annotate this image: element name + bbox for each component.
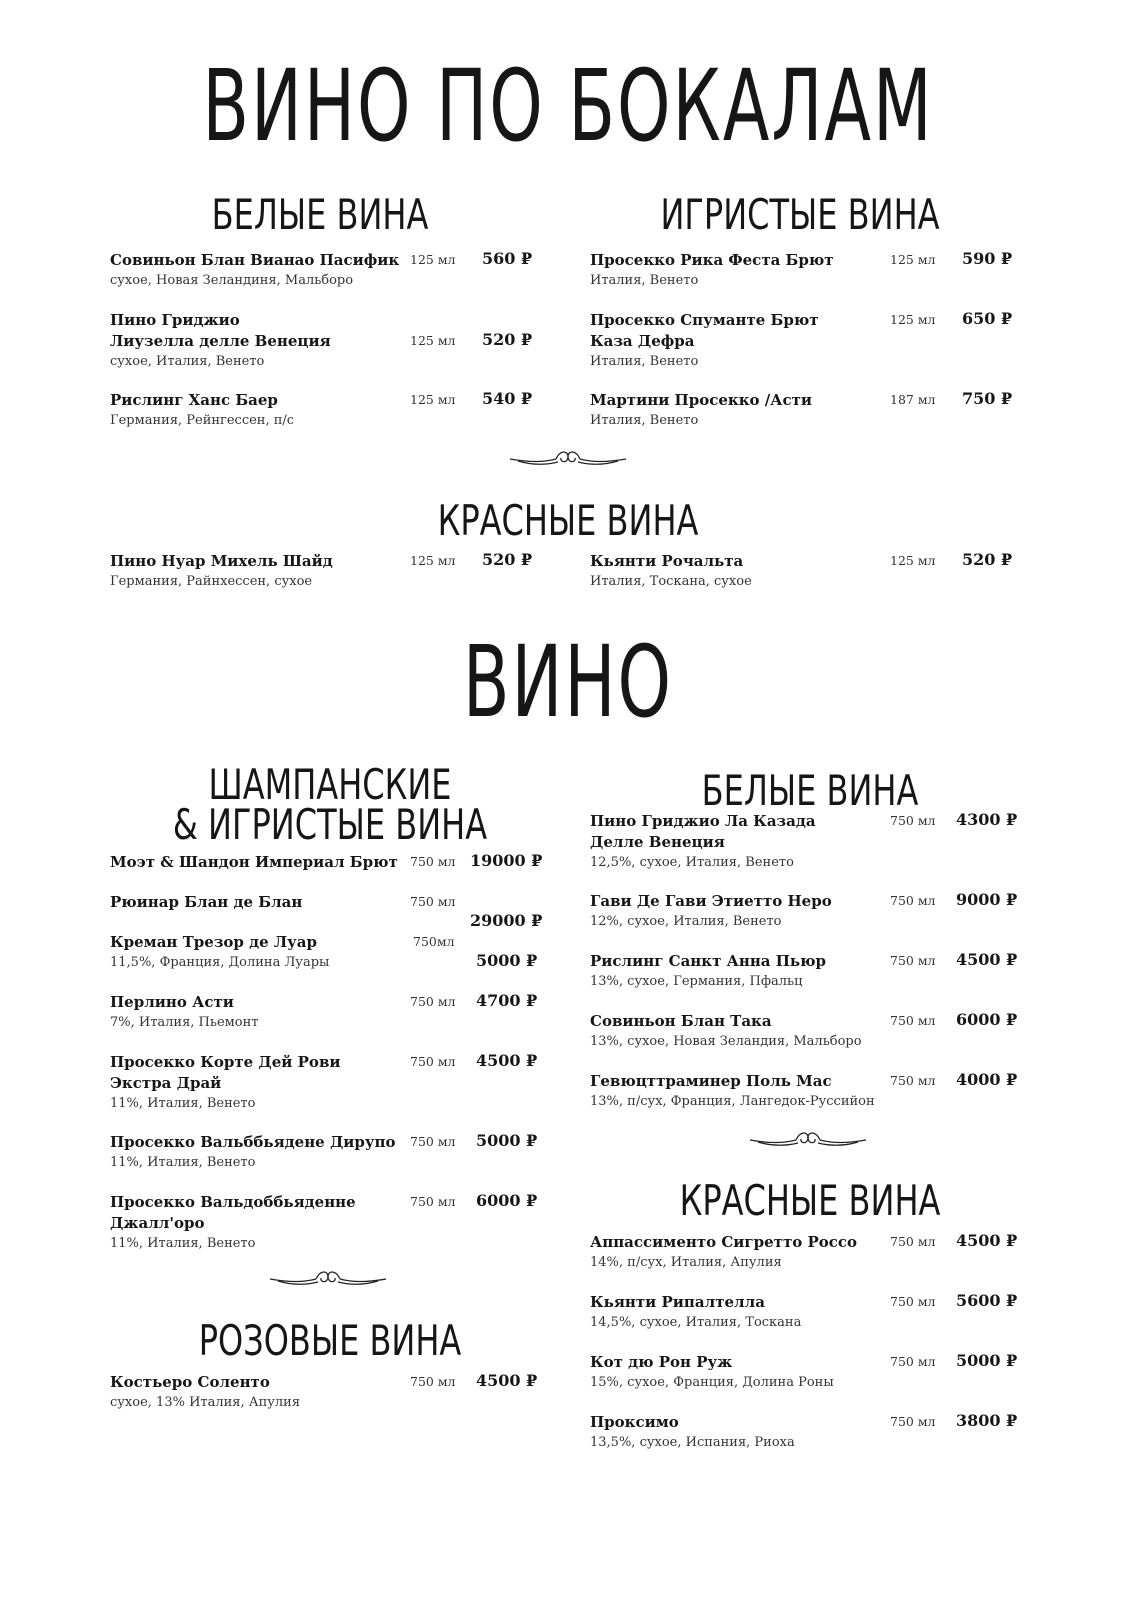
item-desc: 7%, Италия, Пьемонт [110, 1015, 259, 1030]
item-volume: 750 мл [890, 1013, 936, 1028]
flourish-ornament-icon [268, 1266, 388, 1292]
item-price: 4300 ₽ [956, 810, 1018, 829]
item-name: Просекко Спуманте Брют [590, 311, 819, 329]
item-desc: 11%, Италия, Венето [110, 1236, 256, 1251]
item-desc: 11%, Италия, Венето [110, 1155, 256, 1170]
item-volume: 750 мл [890, 1234, 936, 1249]
heading-bottle-champagne-line1: ШАМПАНСКИЕ [208, 760, 452, 810]
menu-item [590, 390, 1020, 431]
item-price: 560 ₽ [482, 249, 533, 268]
item-volume: 125 мл [890, 252, 936, 267]
heading-glass-sparkling: ИГРИСТЫЕ ВИНА [660, 190, 940, 240]
item-price: 520 ₽ [482, 330, 533, 349]
heading-glass-white: БЕЛЫЕ ВИНА [211, 190, 429, 240]
item-desc: Германия, Райнхессен, сухое [110, 574, 313, 589]
item-volume: 750 мл [410, 994, 456, 1009]
item-desc: сухое, Италия, Венето [110, 354, 265, 369]
item-price: 9000 ₽ [956, 890, 1018, 909]
heading-glass-red: КРАСНЫЕ ВИНА [437, 496, 699, 546]
menu-item [110, 1372, 540, 1413]
item-volume: 750 мл [410, 1374, 456, 1389]
item-desc: 12,5%, сухое, Италия, Венето [590, 855, 794, 870]
menu-item [590, 551, 1020, 592]
item-price: 5000 ₽ [476, 1131, 538, 1150]
item-price: 29000 ₽ [470, 911, 543, 930]
menu-item [590, 1412, 1020, 1453]
item-name: Кьянти Рочальта [590, 552, 744, 570]
item-price: 4500 ₽ [956, 1231, 1018, 1250]
item-price: 4000 ₽ [956, 1070, 1018, 1089]
menu-item [590, 310, 1020, 372]
item-volume: 750 мл [410, 854, 456, 869]
item-volume: 750 мл [410, 894, 456, 909]
item-desc: Италия, Венето [590, 413, 699, 428]
item-name: Просекко Рика Феста Брют [590, 251, 834, 269]
item-price: 3800 ₽ [956, 1411, 1018, 1430]
item-desc: 15%, сухое, Франция, Долина Роны [590, 1375, 834, 1390]
item-name: Рислинг Санкт Анна Пьюр [590, 952, 826, 970]
item-volume: 750 мл [410, 1194, 456, 1209]
menu-item [590, 1352, 1020, 1393]
item-desc: 14%, п/сух, Италия, Апулия [590, 1255, 782, 1270]
item-name: Мартини Просекко /Асти [590, 391, 813, 409]
item-volume: 125 мл [410, 333, 456, 348]
item-name: Гави Де Гави Этиетто Неро [590, 892, 832, 910]
item-desc: 11,5%, Франция, Долина Луары [110, 955, 330, 970]
item-desc: сухое, 13% Италия, Апулия [110, 1395, 301, 1410]
menu-item [590, 951, 1020, 992]
item-name: Гевюцттраминер Поль Мас [590, 1072, 832, 1090]
item-name-line2: Лиузелла делле Венеция [110, 332, 331, 350]
item-desc: Италия, Венето [590, 354, 699, 369]
item-desc: 13,5%, сухое, Испания, Риоха [590, 1435, 795, 1450]
item-name: Пино Гриджио Ла Казада [590, 812, 816, 830]
menu-item [110, 851, 543, 873]
item-desc: Италия, Венето [590, 273, 699, 288]
heading-bottle-champagne-line2: & ИГРИСТЫЕ ВИНА [172, 800, 488, 850]
item-name: Просекко Корте Дей Рови [110, 1053, 341, 1071]
item-price: 540 ₽ [482, 389, 533, 408]
heading-bottle-rose: РОЗОВЫЕ ВИНА [198, 1316, 462, 1366]
item-name: Просекко Вальббьядене Дирупо [110, 1133, 396, 1151]
item-price: 750 ₽ [962, 389, 1013, 408]
item-volume: 125 мл [890, 312, 936, 327]
item-desc: 13%, п/сух, Франция, Лангедок-Руссийон [590, 1094, 875, 1109]
item-name: Перлино Асти [110, 993, 234, 1011]
item-volume: 750мл [413, 934, 455, 949]
item-name: Проксимо [590, 1413, 679, 1431]
item-name-line2: Экстра Драй [110, 1074, 222, 1092]
item-name: Моэт & Шандон Империал Брют [110, 853, 398, 871]
item-name-line2: Делле Венеция [590, 833, 725, 851]
menu-item [590, 1232, 1020, 1273]
item-name: Пино Нуар Михель Шайд [110, 552, 333, 570]
item-volume: 750 мл [410, 1054, 456, 1069]
menu-item [110, 932, 540, 973]
item-desc: 13%, сухое, Новая Зеландия, Мальборо [590, 1034, 862, 1049]
item-volume: 750 мл [410, 1134, 456, 1149]
item-price: 4500 ₽ [956, 950, 1018, 969]
item-volume: 750 мл [890, 813, 936, 828]
item-name: Просекко Вальдоббьяденне [110, 1193, 356, 1211]
item-volume: 187 мл [890, 392, 936, 407]
item-price: 19000 ₽ [470, 851, 543, 870]
item-desc: 13%, сухое, Германия, Пфальц [590, 974, 803, 989]
item-name: Костьеро Соленто [110, 1373, 270, 1391]
item-desc: сухое, Новая Зеландиня, Мальборо [110, 273, 354, 288]
item-price: 5600 ₽ [956, 1291, 1018, 1310]
item-name: Рислинг Ханс Баер [110, 391, 278, 409]
item-desc: 14,5%, сухое, Италия, Тоскана [590, 1315, 802, 1330]
item-price: 590 ₽ [962, 249, 1013, 268]
menu-item [590, 811, 1020, 873]
menu-item [110, 1052, 540, 1114]
item-volume: 750 мл [890, 1354, 936, 1369]
menu-item [110, 1132, 540, 1173]
item-volume: 750 мл [890, 953, 936, 968]
heading-bottle-white: БЕЛЫЕ ВИНА [701, 766, 919, 816]
item-desc: 12%, сухое, Италия, Венето [590, 914, 782, 929]
item-name: Совиньон Блан Така [590, 1012, 772, 1030]
menu-item [590, 891, 1020, 932]
heading-bottle-red: КРАСНЫЕ ВИНА [679, 1176, 941, 1226]
item-name: Рюинар Блан де Блан [110, 893, 303, 911]
menu-item [110, 390, 540, 431]
item-price: 650 ₽ [962, 309, 1013, 328]
item-volume: 750 мл [890, 1414, 936, 1429]
item-price: 4500 ₽ [476, 1371, 538, 1390]
flourish-ornament-icon [748, 1127, 868, 1153]
item-name-line2: Джалл'оро [110, 1214, 205, 1232]
menu-item [110, 1192, 540, 1254]
item-name: Аппассименто Сигретто Россо [590, 1233, 858, 1251]
item-price: 4700 ₽ [476, 991, 538, 1010]
menu-item [110, 892, 543, 930]
menu-item [110, 250, 540, 291]
page-title-glass: ВИНО ПО БОКАЛАМ [202, 50, 934, 165]
page-title-bottle: ВИНО [462, 626, 674, 741]
item-price: 520 ₽ [962, 550, 1013, 569]
item-desc: 11%, Италия, Венето [110, 1096, 256, 1111]
item-desc: Германия, Рейнгессен, п/с [110, 413, 295, 428]
item-volume: 125 мл [890, 553, 936, 568]
menu-item [590, 1292, 1020, 1333]
item-volume: 750 мл [890, 1294, 936, 1309]
item-volume: 750 мл [890, 893, 936, 908]
item-price: 5000 ₽ [956, 1351, 1018, 1370]
menu-item [110, 310, 540, 372]
item-name: Кот дю Рон Руж [590, 1353, 733, 1371]
menu-item [110, 992, 540, 1033]
item-volume: 750 мл [890, 1073, 936, 1088]
item-price: 6000 ₽ [956, 1010, 1018, 1029]
item-volume: 125 мл [410, 553, 456, 568]
menu-item [110, 551, 540, 592]
flourish-ornament-icon [508, 446, 628, 472]
menu-item [590, 1011, 1020, 1052]
item-price: 5000 ₽ [476, 951, 538, 970]
item-name-line2: Каза Дефра [590, 332, 695, 350]
menu-item [590, 250, 1020, 291]
item-desc: Италия, Тоскана, сухое [590, 574, 752, 589]
item-name: Совиньон Блан Вианао Пасифик [110, 251, 400, 269]
item-name: Креман Трезор де Луар [110, 933, 317, 951]
item-name: Пино Гриджио [110, 311, 240, 329]
item-volume: 125 мл [410, 392, 456, 407]
menu-item [590, 1071, 1020, 1112]
item-price: 4500 ₽ [476, 1051, 538, 1070]
item-price: 6000 ₽ [476, 1191, 538, 1210]
item-name: Кьянти Рипалтелла [590, 1293, 765, 1311]
item-volume: 125 мл [410, 252, 456, 267]
item-price: 520 ₽ [482, 550, 533, 569]
